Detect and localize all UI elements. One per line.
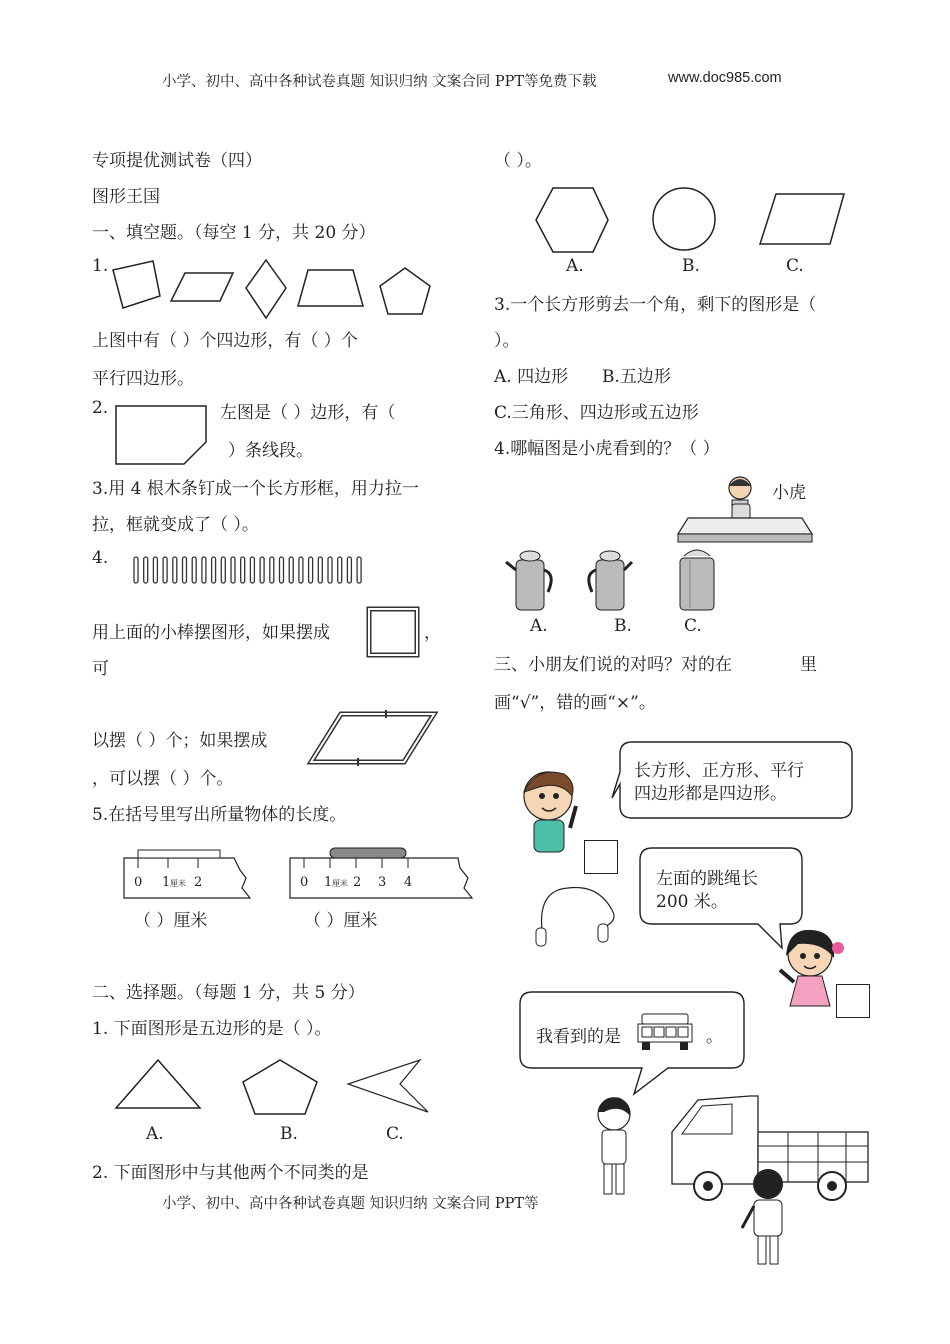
q2-number: 2. <box>92 398 109 418</box>
bubble2-line-2: 200 米。 <box>656 892 728 912</box>
stick <box>134 557 138 583</box>
answer-box-2[interactable] <box>836 984 870 1018</box>
triangle-shape <box>116 1060 200 1108</box>
ruler-2 <box>288 848 474 902</box>
ruler2-tick-3: 3 <box>378 875 387 890</box>
truck-front-icon <box>636 1012 698 1054</box>
stick <box>347 557 351 583</box>
q3-text-a: 3.用 4 根木条钉成一个长方形框，用力拉一 <box>92 479 419 499</box>
s2q2-option-c[interactable]: C. <box>786 256 804 276</box>
s2q1-text: 1. 下面图形是五边形的是（ ）。 <box>92 1019 332 1039</box>
bubble1-line-2: 四边形都是四边形。 <box>634 784 787 804</box>
bubble2-line-1: 左面的跳绳长 <box>656 869 758 889</box>
q1-text-b: 平行四边形。 <box>92 369 194 389</box>
q4-text-a-end: ， <box>424 623 441 643</box>
kettle-view-b <box>589 551 632 610</box>
stick <box>192 557 196 583</box>
girl-2-illustration <box>736 1166 798 1270</box>
ruler1-tick-1: 1 <box>162 875 171 890</box>
q4-text-d: ，可以摆（ ）个。 <box>92 769 234 789</box>
stick <box>357 557 361 583</box>
parallelogram-shape <box>760 194 844 244</box>
q4-text-c: 以摆（ ）个；如果摆成 <box>92 731 268 751</box>
s2q2-option-a[interactable]: A. <box>566 256 584 276</box>
stick <box>318 557 322 583</box>
table <box>678 518 812 534</box>
ruler2-tick-0: 0 <box>300 875 309 890</box>
s2q4-text: 4.哪幅图是小虎看到的？（ ） <box>494 439 720 459</box>
xiaohu-label: 小虎 <box>772 483 806 503</box>
q4-text-b: 可 <box>92 659 109 679</box>
s2q3-text-a: 3.一个长方形剪去一个角，剩下的图形是（ <box>494 295 817 315</box>
q3-text-b: 拉，框就变成了（ ）。 <box>92 515 259 535</box>
stick <box>241 557 245 583</box>
ruler1-tick-0: 0 <box>134 875 143 890</box>
s2q4-option-a[interactable]: A. <box>530 616 548 636</box>
sticks-row <box>130 555 370 587</box>
stick <box>173 557 177 583</box>
kettle-views <box>504 546 724 616</box>
q4-number: 4. <box>92 548 109 568</box>
pentagon-shape <box>380 268 430 314</box>
q1-text-a: 上图中有（ ）个四边形，有（ ）个 <box>92 331 358 351</box>
s2q2-blank[interactable]: （ ）。 <box>494 151 542 171</box>
ruler1-tick-2: 2 <box>194 875 203 890</box>
stick <box>309 557 313 583</box>
section2-title: 二、选择题。（每题 1 分，共 5 分） <box>92 983 365 1003</box>
stick <box>280 557 284 583</box>
stick <box>338 557 342 583</box>
ruler-1 <box>122 848 252 902</box>
pentagon-shape <box>243 1060 317 1114</box>
arrow-shape <box>348 1060 428 1112</box>
section3-text-a2: 里 <box>800 655 817 675</box>
s2q1-option-a[interactable]: A. <box>146 1124 164 1144</box>
stick <box>231 557 235 583</box>
jump-rope-illustration <box>528 880 628 950</box>
section3-text-b: 画“√”，错的画“×”。 <box>494 693 656 713</box>
stick <box>144 557 148 583</box>
stick <box>183 557 187 583</box>
q1-shapes <box>108 256 438 326</box>
s2q3-option-a[interactable]: A. 四边形 <box>494 367 569 387</box>
page-title: 专项提优测试卷（四） <box>92 151 262 171</box>
s2q2-option-b[interactable]: B. <box>682 256 700 276</box>
measured-object-1 <box>138 850 220 858</box>
rhombus-shape <box>246 260 286 318</box>
measured-object-2 <box>330 848 406 858</box>
bubble3-text-b: 。 <box>706 1027 723 1047</box>
q2-text-a: 左图是（ ）边形，有（ <box>220 403 396 423</box>
s2q3-option-b[interactable]: B.五边形 <box>602 367 671 387</box>
kettle-view-c <box>680 550 714 610</box>
quad-shape <box>113 261 160 308</box>
stick <box>299 557 303 583</box>
q5-answer-1[interactable]: （ ）厘米 <box>134 911 208 931</box>
s2q4-option-c[interactable]: C. <box>684 616 702 636</box>
section3-text-a: 三、小朋友们说的对吗？对的在 <box>494 655 732 675</box>
bubble1-line-1: 长方形、正方形、平行 <box>634 761 804 781</box>
circle-shape <box>653 188 715 250</box>
parallelogram-sticks-figure <box>306 710 442 768</box>
stick <box>163 557 167 583</box>
page-subtitle: 图形王国 <box>92 187 160 207</box>
page-header: 小学、初中、高中各种试卷真题 知识归纳 文案合同 PPT等免费下载 <box>162 74 597 90</box>
header-site[interactable]: www.doc985.com <box>668 70 782 86</box>
stick <box>270 557 274 583</box>
q5-answer-2[interactable]: （ ）厘米 <box>304 911 378 931</box>
kettle-view-a <box>506 551 551 610</box>
ruler2-unit: 厘米 <box>332 879 348 888</box>
square-sticks-figure <box>366 606 422 658</box>
page-footer: 小学、初中、高中各种试卷真题 知识归纳 文案合同 PPT等 <box>162 1196 539 1212</box>
q5-text: 5.在括号里写出所量物体的长度。 <box>92 805 347 825</box>
q2-text-b: ）条线段。 <box>228 441 313 461</box>
hexagon-shape <box>536 188 608 252</box>
stick <box>328 557 332 583</box>
ruler1-unit: 厘米 <box>170 879 186 888</box>
ruler2-tick-2: 2 <box>353 875 362 890</box>
boy-2-illustration <box>590 1094 640 1202</box>
answer-box-1[interactable] <box>584 840 618 874</box>
parallelogram-shape <box>171 273 233 301</box>
s2q3-option-c[interactable]: C.三角形、四边形或五边形 <box>494 403 699 423</box>
trapezoid-shape <box>298 270 363 306</box>
stick <box>153 557 157 583</box>
ruler2-tick-4: 4 <box>404 875 413 890</box>
bubble3-text-a: 我看到的是 <box>536 1027 621 1047</box>
s2q2-text: 2. 下面图形中与其他两个不同类的是 <box>92 1163 369 1183</box>
q4-text-a: 用上面的小棒摆图形，如果摆成 <box>92 623 330 643</box>
s2q3-text-b: ）。 <box>494 331 520 351</box>
s2q1-option-b[interactable]: B. <box>280 1124 298 1144</box>
s2q4-option-b[interactable]: B. <box>614 616 632 636</box>
stick <box>212 557 216 583</box>
stick <box>250 557 254 583</box>
q1-number: 1. <box>92 256 109 276</box>
s2q1-option-c[interactable]: C. <box>386 1124 404 1144</box>
ruler2-tick-1: 1 <box>324 875 333 890</box>
stick <box>260 557 264 583</box>
stick <box>202 557 206 583</box>
stick <box>221 557 225 583</box>
stick <box>289 557 293 583</box>
q2-pentagon <box>114 404 214 468</box>
s2q1-shapes <box>110 1058 440 1118</box>
section1-title: 一、填空题。（每空 1 分，共 20 分） <box>92 223 376 243</box>
s2q2-shapes <box>528 184 848 256</box>
